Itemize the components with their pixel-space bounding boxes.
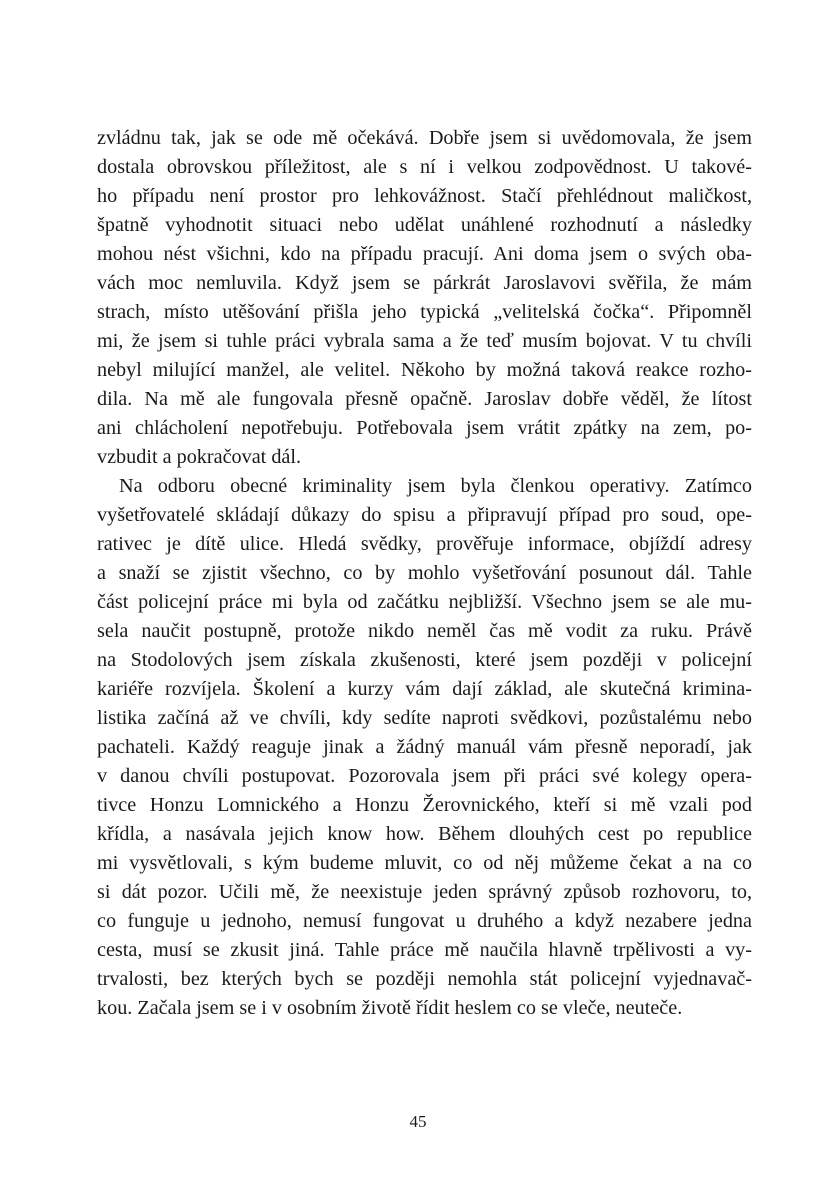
text-line: část policejní práce mi byla od začátku nejbližší. Všechno jsem se ale mu- <box>97 591 752 613</box>
text-line: mi vysvětlovali, s kým budeme mluvit, co od něj můžeme čekat a na co <box>97 852 752 874</box>
text-line: co funguje u jednoho, nemusí fungovat u druhého a když nezabere jedna <box>97 910 752 932</box>
body-text <box>97 124 752 1023</box>
text-line: zvládnu tak, jak se ode mě očekává. Dobře jsem si uvědomovala, že jsem <box>97 127 752 149</box>
text-line: ani chlácholení nepotřebuju. Potřebovala jsem vrátit zpátky na zem, po- <box>97 417 752 439</box>
text-line: si dát pozor. Učili mě, že neexistuje jeden správný způsob rozhovoru, to, <box>97 881 752 903</box>
text-line: nebyl milující manžel, ale velitel. Někoho by možná taková reakce rozho- <box>97 359 752 381</box>
text-line: mohou nést všichni, kdo na případu pracují. Ani doma jsem o svých oba- <box>97 243 752 265</box>
page-number: 45 <box>409 1112 427 1131</box>
text-line: rativec je dítě ulice. Hledá svědky, prověřuje informace, objíždí adresy <box>97 533 752 555</box>
text-line: cesta, musí se zkusit jiná. Tahle práce mě naučila hlavně trpělivosti a vy- <box>97 939 752 961</box>
text-line: Na odboru obecné kriminality jsem byla členkou operativy. Zatímco <box>119 475 752 497</box>
text-line: a snaží se zjistit všechno, co by mohlo vyšetřování posunout dál. Tahle <box>97 562 752 584</box>
text-line: vyšetřovatelé skládají důkazy do spisu a připravují případ pro soud, ope- <box>97 504 752 526</box>
text-line: v danou chvíli postupovat. Pozorovala jsem při práci své kolegy opera- <box>97 765 752 787</box>
text-line: kariéře rozvíjela. Školení a kurzy vám dají základ, ale skutečná krimina- <box>97 678 752 700</box>
paragraph <box>97 124 752 472</box>
text-line: sela naučit postupně, protože nikdo neměl čas mě vodit za ruku. Právě <box>97 620 752 642</box>
text-line: strach, místo utěšování přišla jeho typická „velitelská čočka“. Připomněl <box>97 301 752 323</box>
text-line: na Stodolových jsem získala zkušenosti, které jsem později v policejní <box>97 649 752 671</box>
text-line: trvalosti, bez kterých bych se později nemohla stát policejní vyjednavač- <box>97 968 752 990</box>
text-line: dila. Na mě ale fungovala přesně opačně. Jaroslav dobře věděl, že lítost <box>97 388 752 410</box>
text-line: ho případu není prostor pro lehkovážnost. Stačí přehlédnout maličkost, <box>97 185 752 207</box>
text-line: vách moc nemluvila. Když jsem se párkrát Jaroslavovi svěřila, že mám <box>97 272 752 294</box>
text-line: špatně vyhodnotit situaci nebo udělat unáhlené rozhodnutí a následky <box>97 214 752 236</box>
text-line: tivce Honzu Lomnického a Honzu Žerovnického, kteří si mě vzali pod <box>97 794 752 816</box>
text-line: listika začíná až ve chvíli, kdy sedíte naproti svědkovi, pozůstalému nebo <box>97 707 752 729</box>
text-line: vzbudit a pokračovat dál. <box>97 446 302 468</box>
text-line: dostala obrovskou příležitost, ale s ní i velkou zodpovědnost. U takové- <box>97 156 752 178</box>
paragraph <box>97 472 752 1023</box>
text-line: pachateli. Každý reaguje jinak a žádný manuál vám přesně neporadí, jak <box>97 736 752 758</box>
text-line: mi, že jsem si tuhle práci vybrala sama a že teď musím bojovat. V tu chvíli <box>97 330 752 352</box>
text-line: křídla, a nasávala jejich know how. Během dlouhých cest po republice <box>97 823 752 845</box>
text-line: kou. Začala jsem se i v osobním životě řídit heslem co se vleče, neuteče. <box>97 997 683 1019</box>
